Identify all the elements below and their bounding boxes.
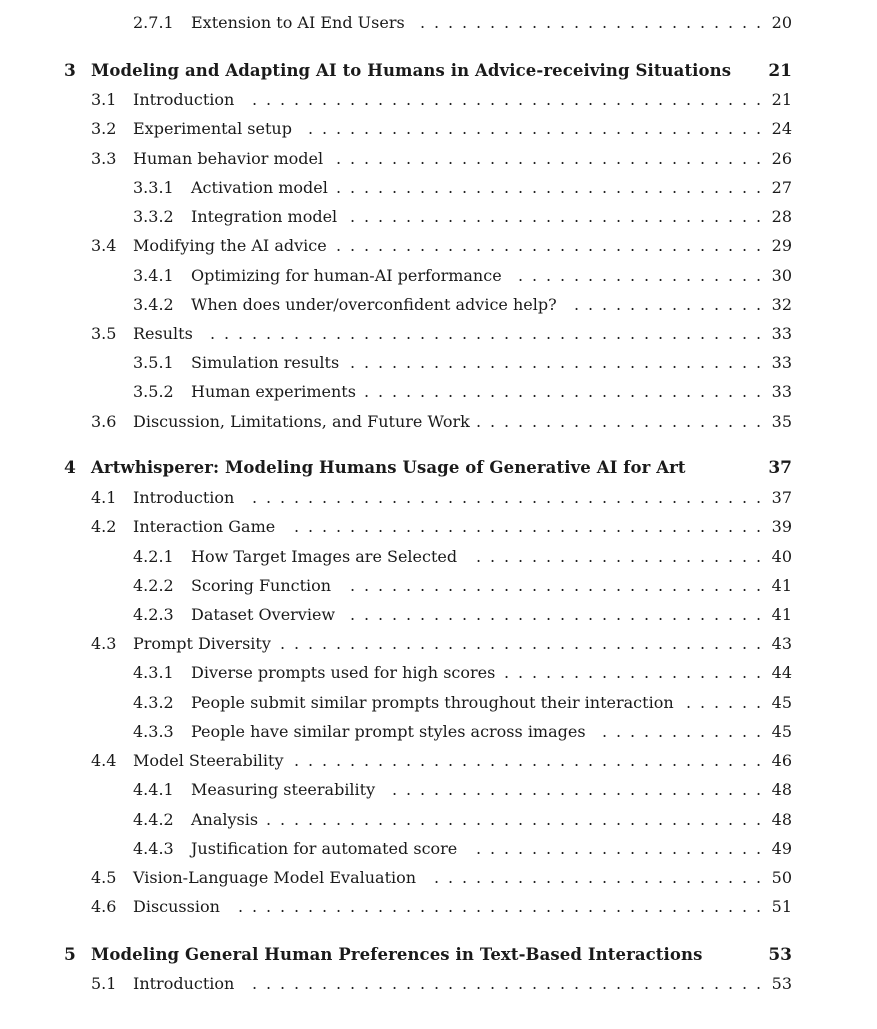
toc-number: 4.6 [91,897,117,916]
toc-entry[interactable] [0,575,877,597]
toc-number: 3.5.2 [133,382,174,401]
toc-page-number: 32 [771,295,792,314]
toc-entry[interactable] [0,546,877,568]
toc-number: 4.2.3 [133,605,174,624]
toc-page-number: 39 [771,517,792,536]
toc-page-number: 48 [771,810,792,829]
toc-number: 3.3.1 [133,178,174,197]
toc-entry[interactable] [0,265,877,287]
toc-entry[interactable] [0,896,877,918]
toc-title: Modeling General Human Preferences in Text-Based Interactions [91,945,703,964]
toc-number: 4.4 [91,751,117,770]
toc-number: 4.4.3 [133,839,174,858]
toc-leader-dots: . . . . . . [686,693,762,712]
toc-leader-dots: . . . . . . . . . . . . . . . . . . . . . [476,839,762,858]
toc-title: Activation model [191,178,328,197]
toc-page-number: 28 [771,207,792,226]
toc-leader-dots: . . . . . . . . . . . . . . . . . . . . . . . . [434,868,762,887]
toc-leader-dots: . . . . . . . . . . . . [602,722,762,741]
toc-leader-dots: . . . . . . . . . . . . . . . . . . . . . . . . . . . . . . . [336,149,762,168]
toc-leader-dots: . . . . . . . . . . . . . . . . . . . . . . . . . . . . . . . . . . . . . . [238,897,762,916]
toc-leader-dots: . . . . . . . . . . . . . . . . . . . . . . . . . . . . . [364,382,762,401]
toc-leader-dots: . . . . . . . . . . . . . . . . . . . . . . . . . . . . . . . . . . . . . [252,974,762,993]
toc-entry[interactable] [0,838,877,860]
toc-page-number: 30 [771,266,792,285]
toc-page-number: 26 [771,149,792,168]
toc-title: Diverse prompts used for high scores [191,663,496,682]
toc-page-number: 29 [771,236,792,255]
toc-title: Modeling and Adapting AI to Humans in Advice-receiving Situations [91,61,732,80]
toc-leader-dots: . . . . . . . . . . . . . . . . . . . . . [476,412,762,431]
toc-leader-dots: . . . . . . . . . . . . . . . . . . . . . . . . . . . . . . . . . . . [280,634,762,653]
toc-title: Dataset Overview [191,605,336,624]
toc-leader-dots: . . . . . . . . . . . . . . . . . . . [504,663,762,682]
toc-entry[interactable] [0,206,877,228]
toc-entry[interactable] [0,692,877,714]
toc-number: 4.3 [91,634,117,653]
toc-page-number: 45 [771,693,792,712]
toc-title: Integration model [191,207,338,226]
toc-entry[interactable] [0,662,877,684]
toc-page-number: 21 [771,90,792,109]
toc-leader-dots: . . . . . . . . . . . . . . . . . . . . . . . . . . . . . . . . . . . . . . . . [210,324,762,343]
toc-title: Extension to AI End Users [191,13,405,32]
toc-page-number: 44 [771,663,792,682]
toc-entry[interactable] [0,12,877,34]
toc-leader-dots: . . . . . . . . . . . . . . . . . . . . . . . . . [420,13,762,32]
toc-page-number: 35 [771,412,792,431]
toc-title: Discussion [133,897,220,916]
toc-page-number: 33 [771,353,792,372]
toc-leader-dots: . . . . . . . . . . . . . . . . . . [518,266,762,285]
toc-number: 3.1 [91,90,117,109]
toc-entry[interactable] [0,294,877,316]
toc-number: 4 [64,458,76,478]
toc-leader-dots: . . . . . . . . . . . . . . . . . . . . . . . . . . . [392,780,762,799]
toc-title: People submit similar prompts throughout their interaction [191,693,674,712]
toc-title: Artwhisperer: Modeling Humans Usage of Generative AI for Art [91,458,686,477]
toc-page-number: 21 [768,61,792,81]
toc-title: Human experiments [191,382,356,401]
toc-title: How Target Images are Selected [191,547,458,566]
toc-leader-dots: . . . . . . . . . . . . . . . . . . . . . . . . . . . . . . . . . [308,119,762,138]
toc-entry[interactable] [0,487,877,509]
toc-number: 3.3.2 [133,207,174,226]
toc-leader-dots: . . . . . . . . . . . . . . . . . . . . . . . . . . . . . . . . . . . . . [252,90,762,109]
toc-number: 4.4.2 [133,810,174,829]
toc-leader-dots: . . . . . . . . . . . . . . . . . . . . . . . . . . . . . . . [336,178,762,197]
toc-page-number: 41 [771,605,792,624]
toc-page-number: 37 [771,488,792,507]
toc-number: 3.3 [91,149,117,168]
toc-page-number: 50 [771,868,792,887]
toc-page-number: 41 [771,576,792,595]
toc-number: 3.4.2 [133,295,174,314]
toc-entry[interactable] [0,235,877,257]
toc-title: Scoring Function [191,576,332,595]
toc-leader-dots: . . . . . . . . . . . . . . [574,295,762,314]
toc-page-number: 24 [771,119,792,138]
toc-page-number: 46 [771,751,792,770]
toc-number: 4.2.1 [133,547,174,566]
toc-leader-dots: . . . . . . . . . . . . . . . . . . . . . . . . . . . . . . . . . . . . [266,810,762,829]
toc-title: Optimizing for human-AI performance [191,266,502,285]
toc-title: Introduction [133,488,235,507]
toc-title: Discussion, Limitations, and Future Work [133,412,470,431]
toc-title: Model Steerability [133,751,284,770]
toc-leader-dots: . . . . . . . . . . . . . . . . . . . . . . . . . . . . . . . . . . [294,751,762,770]
toc-number: 5 [64,945,76,965]
toc-title: Introduction [133,90,235,109]
toc-entry[interactable] [0,323,877,345]
toc-number: 3.4.1 [133,266,174,285]
toc-page-number: 40 [771,547,792,566]
toc-page-number: 27 [771,178,792,197]
toc-number: 3.6 [91,412,117,431]
toc-title: Modifying the AI advice [133,236,327,255]
toc-number: 3.5 [91,324,117,343]
toc-entry[interactable] [0,779,877,801]
toc-number: 4.2 [91,517,117,536]
toc-entry[interactable] [0,148,877,170]
toc-page-number: 49 [771,839,792,858]
toc-chapter-entry[interactable] [0,60,877,82]
toc-page-number: 51 [771,897,792,916]
toc-title: Analysis [191,810,259,829]
toc-title: People have similar prompt styles across images [191,722,586,741]
toc-page-number: 53 [768,945,792,965]
toc-chapter-entry[interactable] [0,457,877,479]
toc-number: 3 [64,61,76,81]
toc-number: 4.4.1 [133,780,174,799]
toc-entry[interactable] [0,604,877,626]
toc-entry[interactable] [0,721,877,743]
toc-number: 4.1 [91,488,117,507]
toc-leader-dots: . . . . . . . . . . . . . . . . . . . . . . . . . . . . . . . [336,236,762,255]
toc-leader-dots: . . . . . . . . . . . . . . . . . . . . . . . . . . . . . . [350,605,762,624]
toc-title: Measuring steerability [191,780,376,799]
toc-number: 3.4 [91,236,117,255]
toc-leader-dots: . . . . . . . . . . . . . . . . . . . . . [476,547,762,566]
toc-entry[interactable] [0,381,877,403]
toc-number: 4.2.2 [133,576,174,595]
toc-entry[interactable] [0,867,877,889]
toc-entry[interactable] [0,809,877,831]
toc-title: Vision-Language Model Evaluation [133,868,417,887]
toc-number: 2.7.1 [133,13,174,32]
toc-title: Human behavior model [133,149,324,168]
toc-entry[interactable] [0,89,877,111]
toc-leader-dots: . . . . . . . . . . . . . . . . . . . . . . . . . . . . . . [350,207,762,226]
toc-page-number: 20 [771,13,792,32]
toc-title: Simulation results [191,353,340,372]
toc-page-number: 43 [771,634,792,653]
toc-title: Prompt Diversity [133,634,271,653]
toc-entry[interactable] [0,352,877,374]
toc-entry[interactable] [0,750,877,772]
toc-title: Experimental setup [133,119,292,138]
toc-leader-dots: . . . . . . . . . . . . . . . . . . . . . . . . . . . . . . . . . . . . . [252,488,762,507]
toc-entry[interactable] [0,973,877,995]
toc-entry[interactable] [0,118,877,140]
toc-title: Introduction [133,974,235,993]
toc-entry[interactable] [0,177,877,199]
toc-number: 4.5 [91,868,117,887]
toc-page-number: 33 [771,382,792,401]
toc-title: Interaction Game [133,517,276,536]
toc-title: Results [133,324,193,343]
toc-entry[interactable] [0,516,877,538]
toc-page-number: 48 [771,780,792,799]
toc-number: 5.1 [91,974,117,993]
toc-entry[interactable] [0,633,877,655]
toc-number: 3.2 [91,119,117,138]
toc-page-number: 53 [771,974,792,993]
toc-leader-dots: . . . . . . . . . . . . . . . . . . . . . . . . . . . . . . . . . . [294,517,762,536]
toc-leader-dots: . . . . . . . . . . . . . . . . . . . . . . . . . . . . . . [350,576,762,595]
toc-chapter-entry[interactable] [0,944,877,966]
toc-page-number: 45 [771,722,792,741]
toc-number: 4.3.3 [133,722,174,741]
toc-page-number: 37 [768,458,792,478]
toc-title: Justification for automated score [191,839,458,858]
toc-leader-dots: . . . . . . . . . . . . . . . . . . . . . . . . . . . . . . [350,353,762,372]
toc-number: 3.5.1 [133,353,174,372]
toc-entry[interactable] [0,411,877,433]
toc-title: When does under/overconfident advice help? [191,295,557,314]
toc-number: 4.3.2 [133,693,174,712]
toc-number: 4.3.1 [133,663,174,682]
toc-page-number: 33 [771,324,792,343]
